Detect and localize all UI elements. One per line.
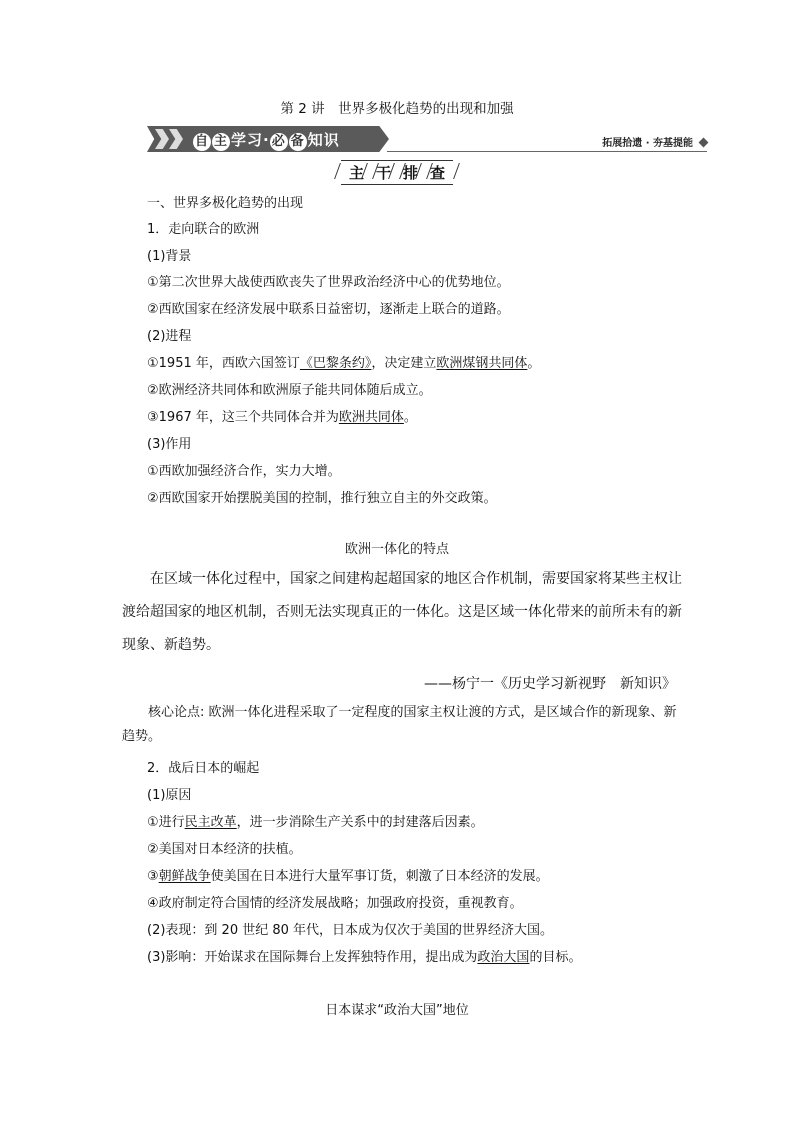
banner-text-1: 学习·: [231, 131, 270, 149]
banner-divider: [387, 151, 707, 152]
key-term: 欧洲煤钢共同体: [436, 356, 528, 371]
key-term: 朝鲜战争: [158, 869, 211, 884]
text-line: ②西欧国家在经济发展中联系日益密切，逐渐走上联合的道路。: [147, 302, 510, 317]
text-span: ①1951 年，西欧六国签订: [147, 356, 300, 371]
banner-text-2: 知识: [307, 131, 340, 149]
text-span: ，决定建立: [371, 356, 437, 371]
text-line: [147, 352, 540, 371]
banner-circle-char: 自: [194, 134, 209, 149]
text-span: 。: [403, 410, 417, 425]
text-span: 。: [527, 356, 541, 371]
key-term: 政治大国: [477, 950, 530, 965]
page-title: 第 2 讲 世界多极化趋势的出现和加强: [280, 101, 514, 117]
item-heading: (1)原因: [147, 788, 192, 803]
sub-banner: [0, 160, 794, 185]
text-span: 的目标。: [529, 950, 582, 965]
box-title: 日本谋求“政治大国”地位: [325, 1003, 469, 1018]
text-line: ①第二次世界大战使西欧丧失了世界政治经济中心的优势地位。: [147, 275, 510, 290]
core-argument: 核心论点: 欧洲一体化进程采取了一定程度的国家主权让渡的方式，是区域合作的新现象、新趋势。: [122, 705, 677, 744]
section-banner: [147, 126, 707, 154]
item-heading: (1)背景: [147, 249, 192, 264]
text-line: [147, 946, 581, 965]
banner-circle-char: 备: [290, 134, 305, 149]
key-term: 民主改革: [184, 815, 237, 830]
text-line: [147, 865, 549, 884]
text-line: [147, 406, 417, 425]
sub-banner-char: 干: [368, 160, 399, 185]
item-heading: (3)作用: [147, 437, 192, 452]
key-term: 《巴黎条约》: [299, 356, 372, 371]
text-line: ④政府制定符合国情的经济发展战略；加强政府投资，重视教育。: [147, 896, 523, 911]
item-heading: (2)进程: [147, 329, 192, 344]
text-span: 使美国在日本进行大量军事订货，刺激了日本经济的发展。: [210, 869, 549, 884]
sub-banner-char: 主: [341, 160, 372, 185]
banner-circle-char: 主: [213, 134, 228, 149]
text-line: ②欧洲经济共同体和欧洲原子能共同体随后成立。: [147, 383, 432, 398]
text-span: ①进行: [147, 815, 185, 830]
text-span: ，进一步消除生产关系中的封建落后因素。: [236, 815, 484, 830]
quote-source: ——杨宁一《历史学习新视野 新知识》: [424, 676, 676, 692]
sub-banner-char: 查: [422, 160, 453, 185]
box-title: 欧洲一体化的特点: [344, 542, 449, 557]
banner-title: [193, 129, 340, 151]
key-term: 欧洲共同体: [338, 410, 404, 425]
text-span: (3)影响：开始谋求在国际舞台上发挥独特作用，提出成为: [147, 950, 478, 965]
subsection-heading: 2．战后日本的崛起: [147, 761, 260, 776]
text-line: ①西欧加强经济合作，实力大增。: [147, 464, 341, 479]
sub-banner-char: 排: [395, 160, 426, 185]
text-span: ③: [147, 869, 159, 884]
text-span: ③1967 年，这三个共同体合并为: [147, 410, 339, 425]
banner-circle-char: 必: [271, 134, 286, 149]
text-line: ②西欧国家开始摆脱美国的控制，推行独立自主的外交政策。: [147, 491, 497, 506]
text-line: [147, 811, 484, 830]
section-heading: 一、世界多极化趋势的出现: [147, 196, 304, 211]
text-line: ②美国对日本经济的扶植。: [147, 842, 302, 857]
banner-right-label: 拓展拾遗 · 夯基提能: [602, 138, 693, 149]
diamond-icon: [699, 138, 709, 148]
text-line: (2)表现：到 20 世纪 80 年代，日本成为仅次于美国的世界经济大国。: [147, 923, 554, 938]
subsection-heading: 1．走向联合的欧洲: [147, 222, 260, 237]
quote-paragraph: 在区域一体化过程中，国家之间建构起超国家的地区合作机制，需要国家将某些主权让渡给超国家的地区机制，否则无法实现真正的一体化。这是区域一体化带来的前所未有的新现象、新趋势。: [122, 571, 682, 653]
